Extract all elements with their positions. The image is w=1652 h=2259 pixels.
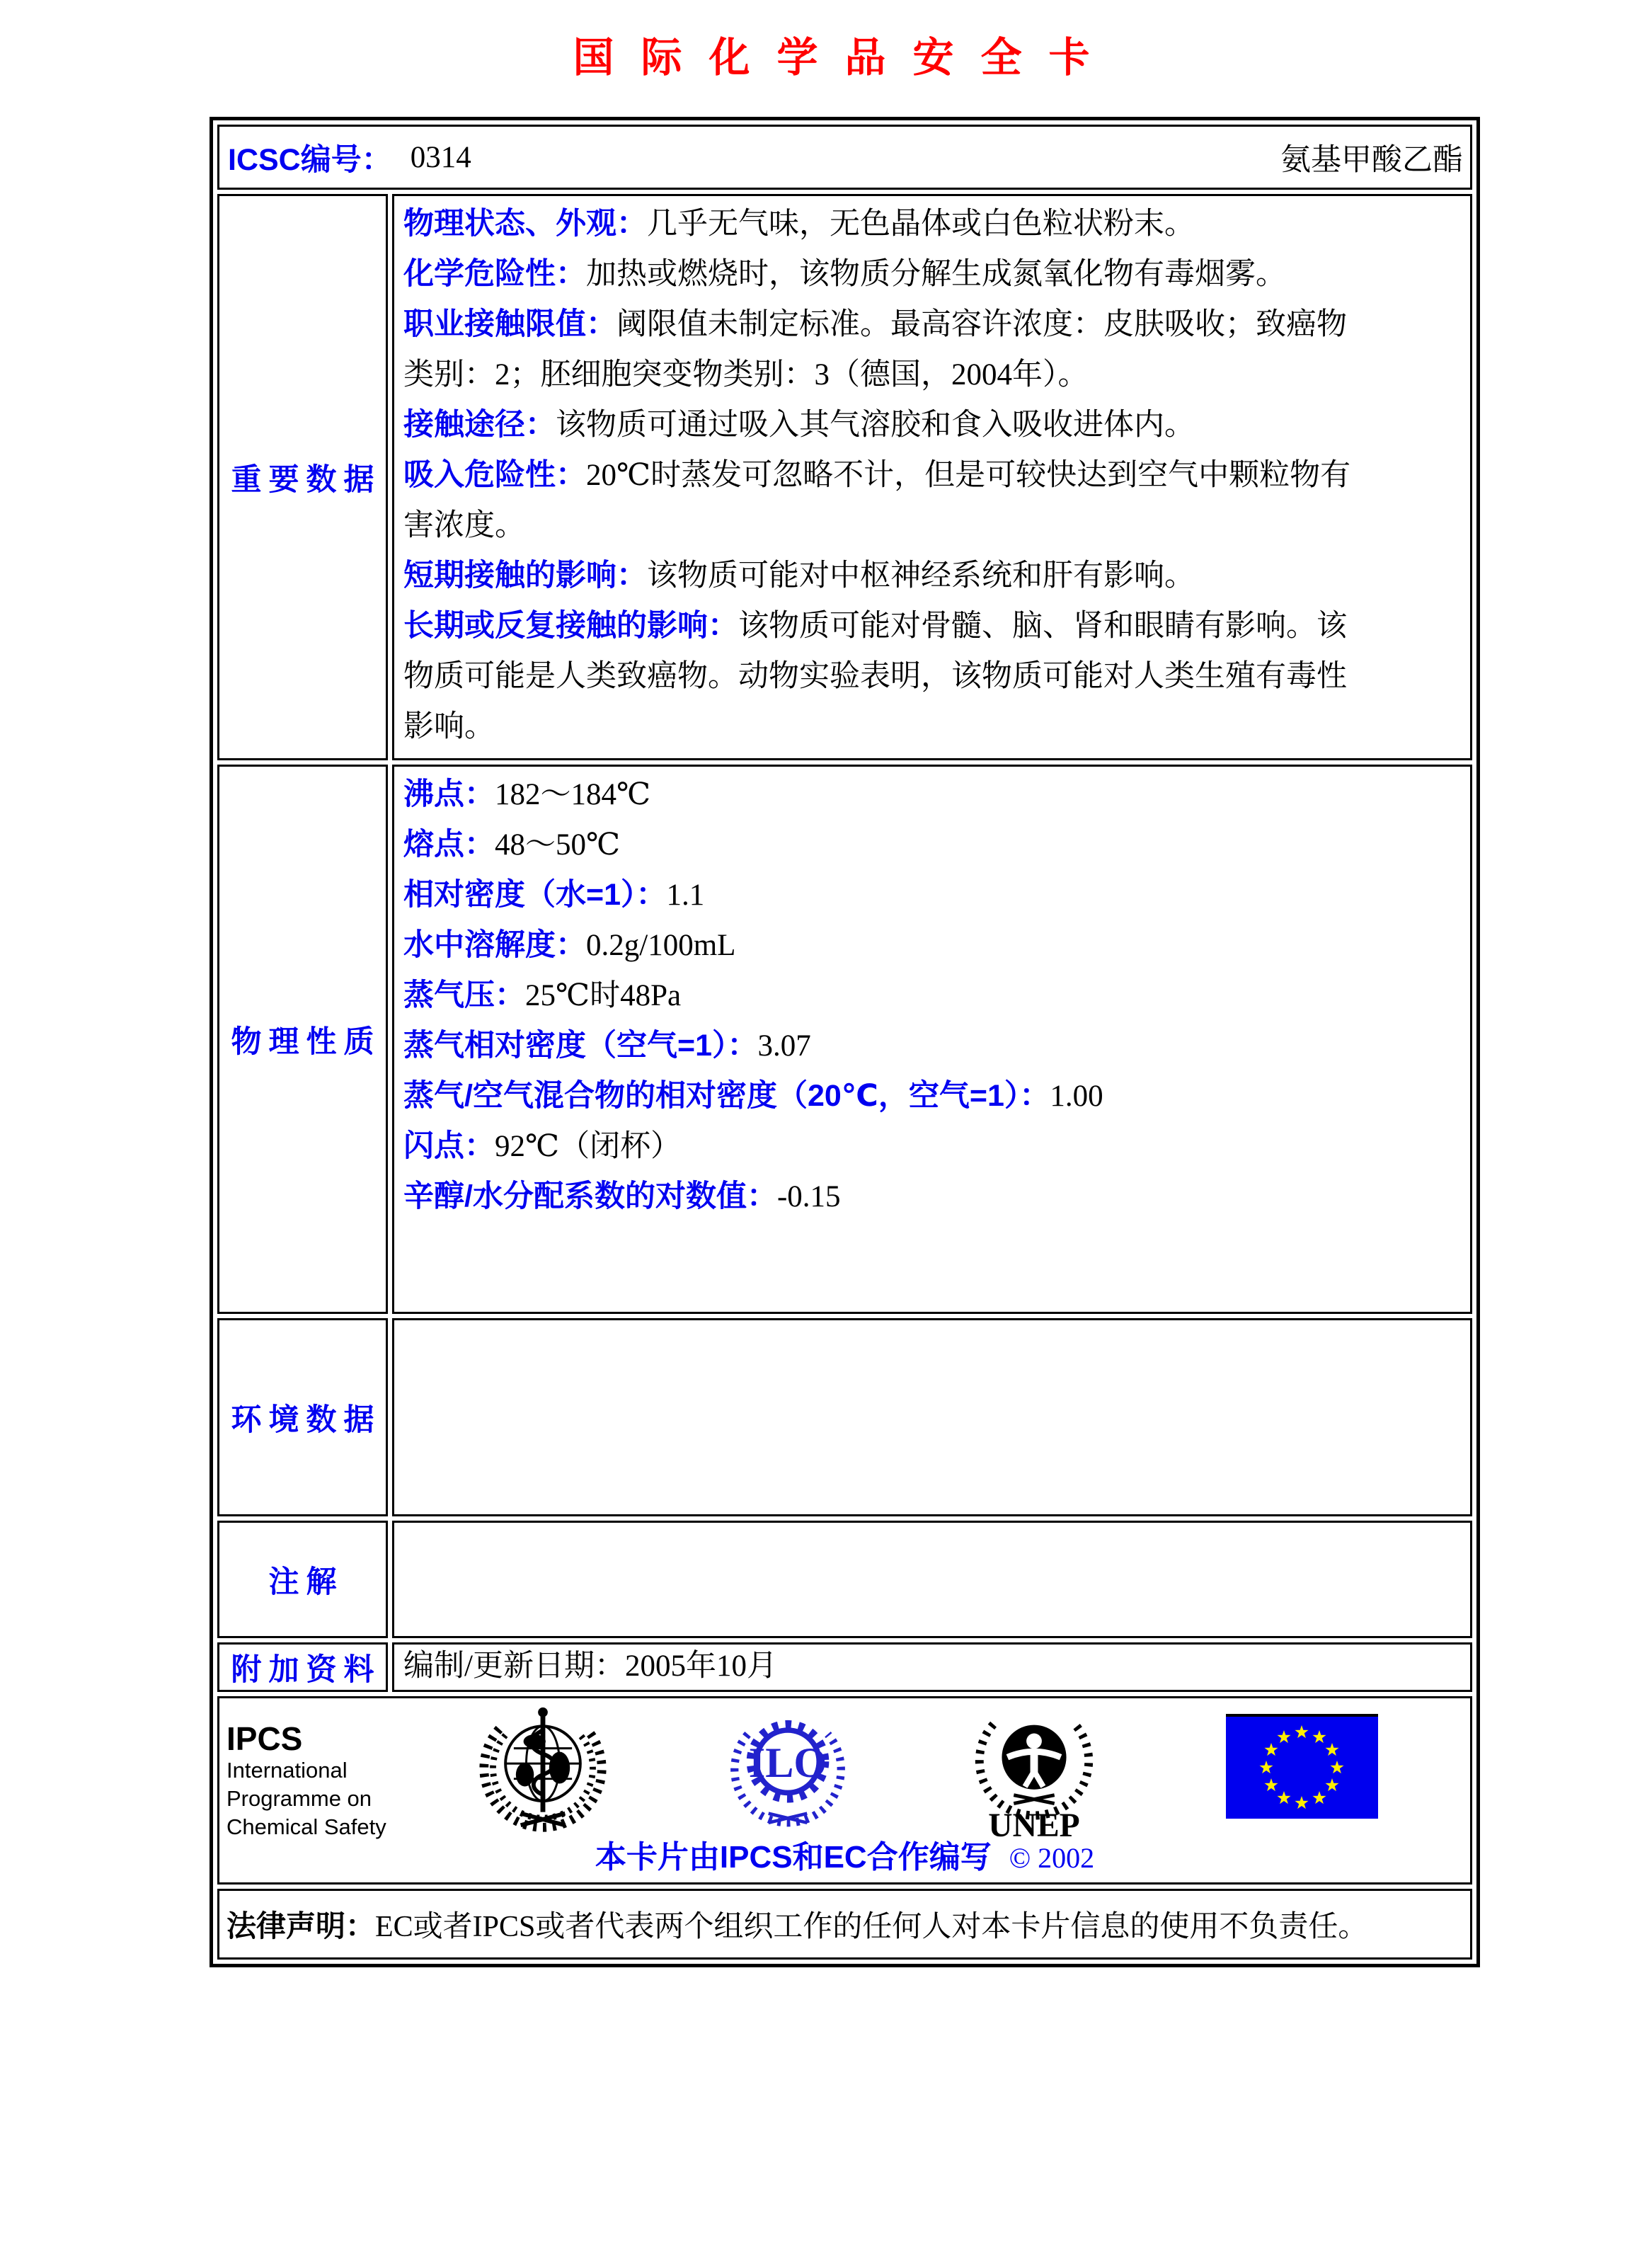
field-text: 阈限值未制定标准。最高容许浓度：皮肤吸收；致癌物 — [616, 308, 1347, 341]
footer-cell — [217, 1696, 1472, 1885]
caption-text: 本卡片由IPCS和EC合作编写 — [595, 1840, 992, 1875]
field-text: 加热或燃烧时，该物质分解生成氮氧化物有毒烟雾。 — [586, 258, 1286, 291]
field-text: 92℃（闭杯） — [495, 1130, 682, 1163]
field-label: 蒸气相对密度（空气=1）： — [403, 1029, 758, 1063]
field-text: 3.07 — [757, 1029, 811, 1063]
text-line — [403, 199, 1464, 249]
section-row-additional-info — [217, 1642, 1472, 1692]
field-text: 几乎无气味，无色晶体或白色粒状粉末。 — [647, 207, 1195, 241]
text-line — [403, 1645, 1464, 1688]
text-line — [403, 1121, 1464, 1172]
ilo-monogram-text: ILO — [748, 1739, 827, 1787]
text-line — [403, 350, 1464, 400]
section-row-important-data — [217, 194, 1472, 760]
text-line — [403, 770, 1464, 820]
field-label: 短期接触的影响： — [403, 559, 647, 593]
footer-row — [217, 1696, 1472, 1885]
section-row-environmental-data — [217, 1318, 1472, 1516]
field-label: 水中溶解度： — [403, 928, 586, 962]
section-label-cell-environmental-data — [217, 1318, 388, 1516]
text-line — [403, 971, 1464, 1021]
section-content-notes — [392, 1521, 1472, 1638]
text-line — [403, 501, 1464, 551]
field-text: 类别：2；胚细胞突变物类别：3（德国，2004年）。 — [403, 358, 1089, 391]
text-line — [403, 249, 1464, 299]
text-line — [403, 702, 1464, 752]
field-text: 0.2g/100mL — [586, 929, 736, 962]
ipcs-line-3: Chemical Safety — [226, 1814, 386, 1839]
footer-caption — [219, 1831, 1470, 1877]
section-label-important-data: 重要数据 — [231, 462, 382, 497]
section-content-additional-info — [392, 1642, 1472, 1692]
field-text: 物质可能是人类致癌物。动物实验表明，该物质可能对人类生殖有毒性 — [403, 660, 1347, 693]
field-text: 25℃时48Pa — [525, 979, 682, 1012]
field-text: 该物质可能对中枢神经系统和肝有影响。 — [647, 559, 1195, 593]
legal-text: EC或者IPCS或者代表两个组织工作的任何人对本卡片信息的使用不负责任。 — [375, 1911, 1368, 1943]
field-label: 辛醇/水分配系数的对数值： — [403, 1179, 777, 1213]
header-cell — [217, 125, 1472, 190]
legal-label: 法律声明： — [226, 1909, 376, 1943]
field-text: 182～184℃ — [495, 778, 651, 811]
field-text: 1.1 — [666, 879, 705, 912]
text-line — [403, 551, 1464, 601]
legal-cell — [217, 1889, 1472, 1960]
eu-flag-icon — [1226, 1714, 1378, 1819]
field-text: 影响。 — [403, 710, 495, 743]
field-label: 蒸气压： — [403, 978, 525, 1012]
ipcs-acronym: IPCS — [226, 1720, 303, 1757]
text-line — [403, 920, 1464, 971]
page-title: 国际化学品安全卡 — [573, 35, 1117, 81]
text-line — [403, 870, 1464, 920]
field-label: 接触途径： — [403, 408, 556, 442]
field-label: 吸入危险性： — [403, 458, 586, 492]
ilo-logo-icon — [723, 1708, 852, 1831]
field-label: 物理状态、外观： — [403, 207, 647, 241]
field-label: 熔点： — [403, 828, 495, 862]
field-text: -0.15 — [776, 1180, 841, 1213]
substance-name: 氨基甲酸乙酯 — [1280, 143, 1463, 177]
ipcs-line-2: Programme on — [226, 1786, 372, 1811]
text-line — [403, 651, 1464, 702]
caption-copyright: © 2002 — [1009, 1842, 1095, 1874]
section-content-environmental-data — [392, 1318, 1472, 1516]
field-label: 沸点： — [403, 777, 495, 811]
section-content-physical-properties — [392, 765, 1472, 1314]
field-text: 该物质可能对骨髓、脑、肾和眼睛有影响。该 — [738, 610, 1347, 643]
text-line — [403, 450, 1464, 501]
section-label-cell-important-data — [217, 194, 388, 760]
section-label-cell-additional-info — [217, 1642, 388, 1692]
text-line — [403, 820, 1464, 870]
icsc-number-label: ICSC编号： — [228, 142, 392, 177]
section-label-additional-info: 附加资料 — [231, 1652, 382, 1687]
icsc-number-value: 0314 — [410, 140, 471, 174]
header-row — [217, 125, 1472, 190]
field-text: 编制/更新日期：2005年10月 — [403, 1649, 777, 1683]
text-line — [403, 299, 1464, 350]
field-text: 20℃时蒸发可忽略不计，但是可较快达到空气中颗粒物有 — [586, 459, 1351, 492]
field-label: 相对密度（水=1）： — [403, 878, 667, 912]
text-line — [403, 601, 1464, 651]
section-label-physical-properties: 物理性质 — [231, 1024, 382, 1059]
text-line — [403, 1071, 1464, 1121]
section-label-notes: 注解 — [268, 1565, 344, 1599]
text-line — [403, 1021, 1464, 1071]
icsc-card — [210, 117, 1480, 1967]
section-label-cell-physical-properties — [217, 765, 388, 1314]
text-line — [403, 1172, 1464, 1222]
text-line — [403, 400, 1464, 450]
ipcs-line-1: International — [226, 1758, 348, 1783]
field-text: 害浓度。 — [403, 509, 525, 542]
field-label: 长期或反复接触的影响： — [403, 609, 738, 643]
section-row-notes — [217, 1521, 1472, 1638]
section-label-environmental-data: 环境数据 — [231, 1402, 382, 1437]
field-text: 48～50℃ — [495, 828, 621, 862]
unep-logo-icon — [967, 1701, 1101, 1841]
section-label-cell-notes — [217, 1521, 388, 1638]
field-label: 闪点： — [403, 1129, 495, 1163]
section-content-important-data — [392, 194, 1472, 760]
field-text: 1.00 — [1050, 1080, 1103, 1113]
ipcs-text-block — [226, 1721, 386, 1841]
field-text: 该物质可通过吸入其气溶胶和食入吸收进体内。 — [556, 408, 1195, 442]
field-label: 化学危险性： — [403, 257, 586, 291]
who-logo-icon — [469, 1703, 617, 1834]
section-row-physical-properties — [217, 765, 1472, 1314]
legal-row — [217, 1889, 1472, 1960]
field-label: 职业接触限值： — [403, 307, 616, 341]
unep-wordmark-text: UNEP — [988, 1807, 1080, 1841]
field-label: 蒸气/空气混合物的相对密度（20℃，空气=1）： — [403, 1079, 1050, 1113]
